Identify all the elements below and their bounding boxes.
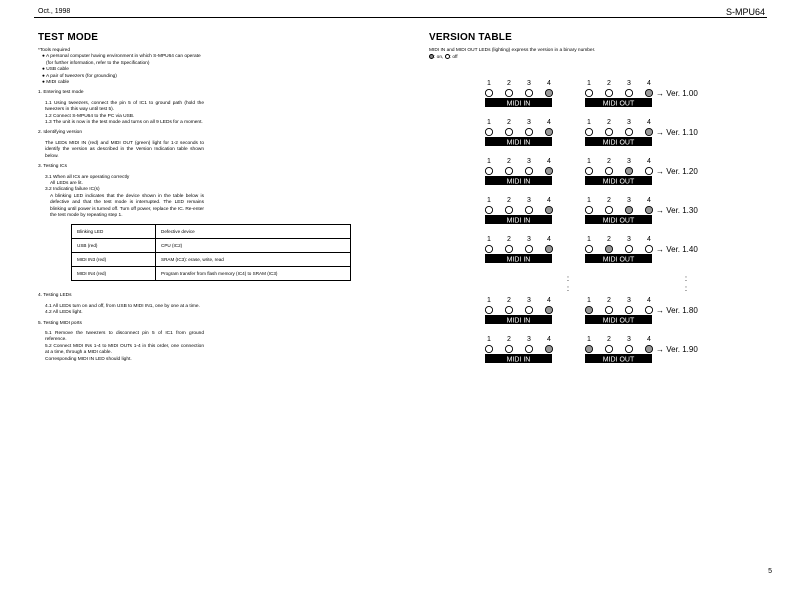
midi-in-label: MIDI IN (506, 317, 531, 325)
version-label: → Ver. 1.40 (656, 245, 698, 254)
led-number: 1 (587, 197, 591, 204)
tool-item: ● USB cable (42, 67, 69, 73)
midi-out-led (605, 345, 612, 352)
led-number: 2 (507, 336, 511, 343)
led-number: 2 (507, 236, 511, 243)
led-number: 3 (627, 236, 631, 243)
table-cell: Program transfer from flash memory (IC4) to SRAM (IC3) (156, 267, 351, 281)
step-3-2-detail: A blinking LED indicates that the device shown in the table below is defective and that the test mode is interrupted. The LED remains blinking until power is turned off. Turn off power, replace the IC. Re-enter the test mode by repeating step 1. (50, 193, 204, 218)
tool-text: USB cable (46, 67, 69, 73)
led-number: 4 (547, 197, 551, 204)
step-2-body: The LEDs MIDI IN (red) and MIDI OUT (green) light for 1-2 seconds to identify the version as described in the Version Indication table shown below. (45, 140, 204, 159)
midi-out-led (585, 128, 592, 135)
led-number: 4 (547, 80, 551, 87)
version-label: → Ver. 1.30 (656, 206, 698, 215)
tool-text: MIDI cable (46, 80, 70, 86)
tool-item: ● A personal computer having environment in which S-MPU64 can operate (for further information, refer to the Specification) (42, 54, 201, 66)
midi-in-led (485, 245, 492, 252)
midi-out-label: MIDI OUT (602, 139, 635, 147)
midi-out-led (585, 245, 592, 252)
midi-out-led (645, 306, 652, 313)
midi-out-led (585, 89, 592, 96)
midi-out-led (645, 245, 652, 252)
midi-in-led (485, 206, 492, 213)
led-number: 3 (527, 336, 531, 343)
midi-out-led (645, 167, 652, 174)
ellipsis-mark: : (566, 274, 570, 283)
midi-in-label: MIDI IN (506, 217, 531, 225)
led-number: 2 (507, 119, 511, 126)
step-4-2: 4.2 All LEDs light. (45, 310, 83, 316)
led-number: 1 (587, 119, 591, 126)
midi-out-led (645, 128, 652, 135)
midi-in-led (525, 89, 532, 96)
led-number: 4 (647, 197, 651, 204)
midi-in-led (485, 89, 492, 96)
midi-out-led (605, 306, 612, 313)
led-number: 1 (587, 158, 591, 165)
midi-out-led (625, 167, 632, 174)
midi-in-led (545, 128, 552, 135)
led-number: 4 (547, 119, 551, 126)
step-5-1: 5.1 Remove the tweezers to disconnect pin 5 of IC1 from ground reference. (45, 330, 204, 343)
led-number: 3 (627, 80, 631, 87)
led-number: 3 (627, 119, 631, 126)
midi-in-label: MIDI IN (506, 256, 531, 264)
tool-item: ● A pair of tweezers (for grounding) (42, 73, 117, 79)
step-3-1: 3.1 When all ICs are operating correctly (45, 174, 130, 180)
led-number: 1 (487, 80, 491, 87)
midi-in-label: MIDI IN (506, 139, 531, 147)
midi-in-led (505, 128, 512, 135)
midi-in-led (505, 245, 512, 252)
midi-in-led (545, 167, 552, 174)
midi-out-led (585, 167, 592, 174)
led-number: 1 (587, 236, 591, 243)
table-cell: USB (red) (72, 239, 156, 253)
midi-in-label: MIDI IN (506, 178, 531, 186)
midi-out-led (605, 167, 612, 174)
led-number: 4 (547, 336, 551, 343)
led-number: 1 (587, 297, 591, 304)
led-number: 3 (527, 119, 531, 126)
version-table-title: VERSION TABLE (429, 32, 512, 43)
midi-in-led (505, 206, 512, 213)
tool-text: A pair of tweezers (for grounding) (45, 73, 117, 79)
led-number: 2 (607, 336, 611, 343)
led-number: 4 (647, 119, 651, 126)
led-number: 1 (487, 336, 491, 343)
section-3-title: 3. Testing ICs (38, 164, 67, 170)
led-number: 3 (527, 236, 531, 243)
midi-out-led (645, 345, 652, 352)
table-cell: MIDI IN3 (red) (72, 253, 156, 267)
midi-out-label: MIDI OUT (602, 100, 635, 108)
led-number: 3 (527, 197, 531, 204)
step-5-2-detail: Corresponding MIDI IN LED should light. (45, 356, 132, 362)
table-cell: SRAM (IC3): erase, write, read (156, 253, 351, 267)
led-number: 4 (547, 236, 551, 243)
led-number: 1 (487, 158, 491, 165)
midi-out-led (645, 89, 652, 96)
led-number: 4 (647, 297, 651, 304)
tools-required: *Tools required (38, 48, 70, 53)
midi-in-led (545, 206, 552, 213)
legend-off-text: : off (449, 55, 458, 61)
led-number: 4 (547, 297, 551, 304)
test-mode-title: TEST MODE (38, 32, 99, 43)
midi-out-led (605, 128, 612, 135)
step-5-2: 5.2 Connect MIDI INs 1-4 to MIDI OUTs 1-4 in this order, one connection at a time, through a MIDI cable. (45, 343, 204, 356)
led-number: 1 (587, 336, 591, 343)
ellipsis-mark: : (566, 284, 570, 293)
led-number: 1 (487, 119, 491, 126)
midi-out-led (585, 306, 592, 313)
table-header-cell: Blinking LED (72, 225, 156, 239)
step-4-1: 4.1 All LEDs turn on and off, from USB to MIDI IN1, one by one at a time. (45, 303, 200, 309)
ellipsis-mark: : (684, 274, 688, 283)
midi-in-led (545, 345, 552, 352)
led-number: 1 (487, 236, 491, 243)
midi-out-led (605, 245, 612, 252)
midi-out-led (625, 128, 632, 135)
header-date: Oct., 1998 (38, 8, 71, 15)
midi-in-led (505, 167, 512, 174)
led-number: 3 (527, 158, 531, 165)
midi-in-led (505, 306, 512, 313)
led-number: 3 (627, 336, 631, 343)
led-number: 3 (527, 297, 531, 304)
section-5-title: 5. Testing MIDI ports (38, 320, 82, 326)
table-header-cell: Defective device (156, 225, 351, 239)
midi-out-led (625, 245, 632, 252)
tool-text: A personal computer having environment in which S-MPU64 can operate (for further information, refer to the Specification) (45, 54, 201, 66)
led-number: 2 (607, 297, 611, 304)
led-number: 3 (527, 80, 531, 87)
version-label: → Ver. 1.90 (656, 345, 698, 354)
led-number: 3 (627, 297, 631, 304)
led-number: 2 (607, 80, 611, 87)
midi-in-label: MIDI IN (506, 356, 531, 364)
midi-out-led (585, 206, 592, 213)
midi-in-led (545, 89, 552, 96)
midi-out-led (645, 206, 652, 213)
midi-in-led (485, 128, 492, 135)
midi-in-led (525, 306, 532, 313)
table-cell: CPU (IC2) (156, 239, 351, 253)
led-number: 2 (607, 119, 611, 126)
legend-on-text: : on, (434, 55, 444, 61)
version-label: → Ver. 1.00 (656, 89, 698, 98)
midi-in-led (485, 306, 492, 313)
midi-in-led (525, 245, 532, 252)
midi-in-led (545, 245, 552, 252)
led-number: 2 (607, 236, 611, 243)
led-number: 2 (607, 158, 611, 165)
midi-in-led (525, 128, 532, 135)
midi-in-led (505, 345, 512, 352)
midi-out-label: MIDI OUT (602, 356, 635, 364)
midi-out-led (605, 89, 612, 96)
version-intro-text: MIDI IN and MIDI OUT LEDs (lighting) express the version in a binary number. (429, 48, 596, 53)
midi-out-label: MIDI OUT (602, 317, 635, 325)
midi-out-led (625, 345, 632, 352)
midi-in-led (525, 206, 532, 213)
led-number: 2 (507, 80, 511, 87)
step-1-2: 1.2 Connect S-MPU64 to the PC via USB. (45, 113, 135, 119)
section-2-title: 2. Identifying version (38, 130, 82, 136)
midi-in-led (525, 345, 532, 352)
midi-in-led (485, 167, 492, 174)
led-number: 2 (507, 197, 511, 204)
midi-out-led (625, 306, 632, 313)
led-number: 1 (487, 297, 491, 304)
midi-out-led (585, 345, 592, 352)
midi-out-led (625, 206, 632, 213)
version-label: → Ver. 1.20 (656, 167, 698, 176)
led-number: 2 (507, 158, 511, 165)
led-number: 3 (627, 158, 631, 165)
led-number: 3 (627, 197, 631, 204)
led-number: 2 (607, 197, 611, 204)
midi-out-led (605, 206, 612, 213)
midi-out-label: MIDI OUT (602, 256, 635, 264)
step-3-2: 3.2 Indicating failure IC(s) (45, 187, 100, 193)
led-number: 1 (487, 197, 491, 204)
version-label: → Ver. 1.80 (656, 306, 698, 315)
step-3-1-detail: All LEDs are lit. (50, 180, 83, 186)
midi-in-label: MIDI IN (506, 100, 531, 108)
tool-item: ● MIDI cable (42, 80, 70, 86)
midi-in-led (485, 345, 492, 352)
step-1-1: 1.1 Using tweezers, connect the pin 5 of IC1 to ground path (hold the tweezers in this way until test 5). (45, 100, 204, 113)
page-number: 5 (768, 568, 772, 575)
midi-in-led (545, 306, 552, 313)
version-label: → Ver. 1.10 (656, 128, 698, 137)
midi-out-led (625, 89, 632, 96)
table-cell: MIDI IN4 (red) (72, 267, 156, 281)
led-number: 4 (647, 158, 651, 165)
section-1-title: 1. Entering test mode (38, 90, 84, 96)
led-number: 4 (647, 336, 651, 343)
led-number: 1 (587, 80, 591, 87)
ellipsis-mark: : (684, 284, 688, 293)
led-number: 2 (507, 297, 511, 304)
midi-out-label: MIDI OUT (602, 217, 635, 225)
midi-out-label: MIDI OUT (602, 178, 635, 186)
led-number: 4 (547, 158, 551, 165)
step-1-3: 1.3 The unit is now in the test mode and turns on all 9 LEDs for a moment. (45, 120, 203, 126)
led-number: 4 (647, 236, 651, 243)
midi-in-led (525, 167, 532, 174)
header-model: S-MPU64 (725, 7, 765, 17)
led-number: 4 (647, 80, 651, 87)
midi-in-led (505, 89, 512, 96)
section-4-title: 4. Testing LEDs (38, 293, 72, 299)
